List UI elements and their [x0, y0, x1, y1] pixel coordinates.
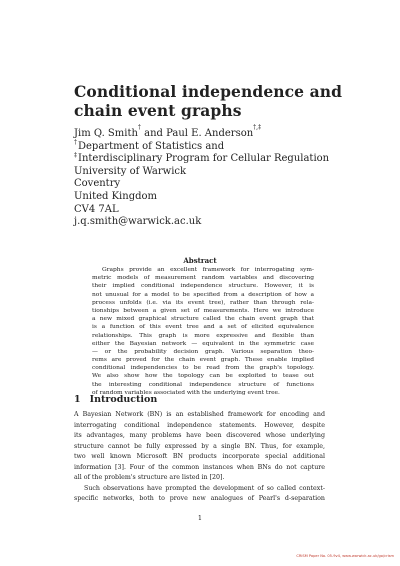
body-line: specific networks, both to prove new analogues of Pearl's d-separation	[74, 495, 325, 502]
author-connector: and	[140, 128, 167, 139]
author-name: Paul E. Anderson	[166, 128, 254, 139]
author-mark: †,‡	[253, 124, 262, 131]
footer-stamp: CRiSM Paper No. 05-9v4, www.warwick.ac.uk/go/crism	[296, 554, 394, 558]
email-address: j.q.smith@warwick.ac.uk	[74, 216, 202, 228]
author-block	[74, 124, 364, 229]
address-line: CV4 7AL	[74, 203, 119, 215]
affiliation-mark: ‡	[74, 151, 77, 159]
abstract-line: Graphs provide an excellent framework for interrogating sym-	[102, 267, 314, 273]
affiliation-line	[74, 153, 364, 166]
abstract-line: rems are proved for the chain event graph. These enable implied	[92, 357, 314, 364]
body-line: A Bayesian Network (BN) is an established framework for encoding and	[74, 411, 325, 418]
body-line: all of the problem's structure are listed in [20].	[74, 474, 225, 481]
abstract-line: of random variables associated with the underlying event tree.	[92, 389, 280, 396]
affiliation-mark: †	[74, 139, 77, 147]
abstract-line: tionships between a given set of measurements. Here we introduce	[92, 307, 314, 314]
address-line: United Kingdom	[74, 190, 157, 202]
authors-line	[74, 124, 364, 141]
body-line: Such observations have prompted the development of so called context-	[84, 484, 325, 492]
body-text	[74, 410, 325, 505]
author-mark: †	[137, 124, 141, 131]
body-line: interrogating conditional independence statements. However, despite	[74, 421, 325, 429]
title-line-1: Conditional independence and	[74, 82, 343, 101]
paper-title	[74, 82, 354, 120]
section-title: Introduction	[89, 394, 158, 405]
abstract-heading: Abstract	[183, 256, 217, 265]
page-number: 1	[197, 514, 203, 522]
title-line-2: chain event graphs	[74, 101, 242, 120]
affiliation-text: Interdisciplinary Program for Cellular Regulation	[78, 153, 330, 165]
abstract-line: the interesting conditional independence structure of functions	[92, 381, 314, 388]
body-line: two well known Microsoft BN products incorporate special additional	[74, 453, 325, 460]
body-line: information [3]. Four of the common instances when BNs do not capture	[74, 463, 325, 471]
body-line: its advantages, many problems have been discovered whose underlying	[74, 432, 325, 439]
section-heading	[74, 394, 157, 406]
abstract-line: — or the probability decision graph. Various separation theo-	[92, 348, 314, 355]
abstract-line: We also show how the topology can be exploited to tease out	[92, 373, 314, 380]
abstract-line: process unfolds (i.e. via its event tree), rather than through rela-	[92, 299, 314, 306]
body-line: structure cannot be fully expressed by a single BN. Thus, for example,	[74, 442, 325, 450]
address-line: University of Warwick	[74, 165, 187, 177]
abstract-line: either the Bayesian network — equivalent in the symmetric case	[92, 340, 314, 347]
abstract-line: metric models of measurement random variables and discovering	[92, 275, 314, 282]
author-name: Jim Q. Smith	[74, 128, 138, 139]
abstract-line: relationships. This graph is more expressive and flexible than	[92, 332, 314, 339]
abstract-body	[92, 266, 314, 397]
address-line: Coventry	[74, 178, 121, 190]
abstract-line: not unusual for a model to be specified from a description of how a	[92, 291, 314, 298]
affiliation-line	[74, 141, 364, 154]
abstract-line: their implied conditional independence structure. However, it is	[92, 283, 314, 290]
section-number: 1	[74, 394, 81, 405]
abstract-line: is a function of this event tree and a set of elicited equivalence	[92, 324, 314, 331]
affiliation-text: Department of Statistics and	[78, 140, 225, 152]
abstract-line: conditional independencies to be read from the graph's topology.	[92, 365, 314, 372]
abstract-line: a new mixed graphical structure called the chain event graph that	[92, 316, 314, 323]
